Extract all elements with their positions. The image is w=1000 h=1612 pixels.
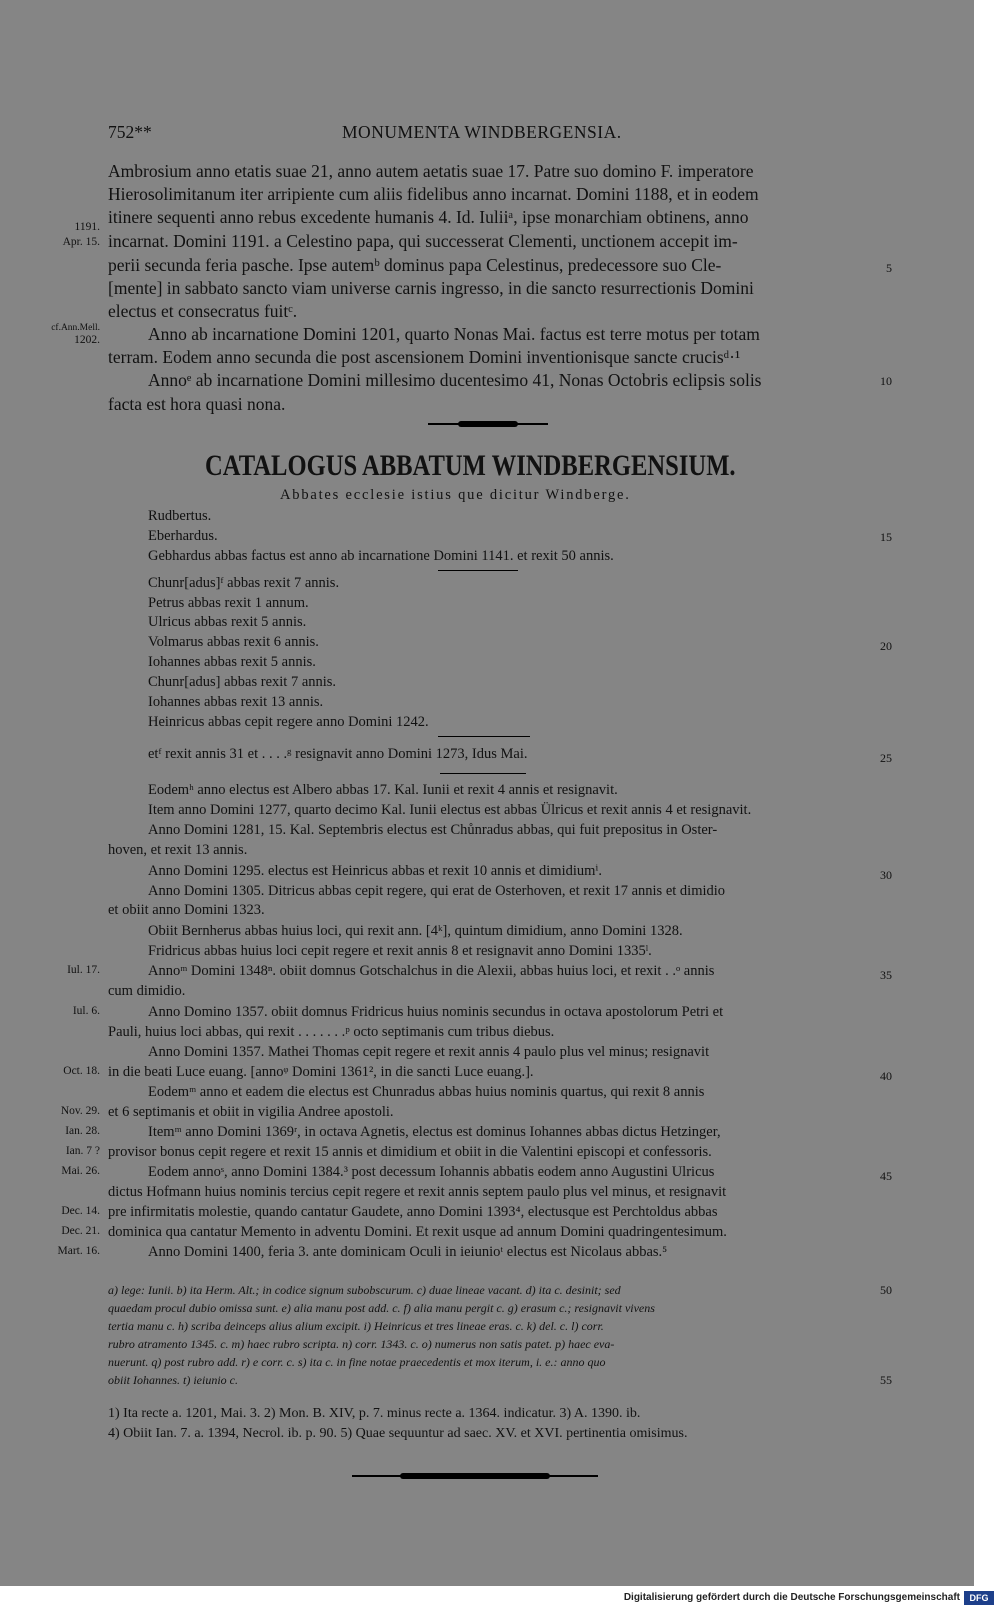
line-number: 35: [880, 968, 892, 982]
text-line: itinere sequenti anno rebus excedente humanis 4. Id. Iuliiᵃ, ipse monarchiam obtinens, anno: [108, 207, 749, 227]
footer-bar: [0, 1586, 1000, 1612]
note-line: quaedam procul dubio omissa sunt. e) alia manu post add. c. f) alia manu pergit c. g) erasum c.; resignavit vivens: [108, 1301, 655, 1315]
line-number: 40: [880, 1069, 892, 1083]
catalog-line: Eodemᵐ anno et eadem die electus est Chunradus abbas huius nominis quartus, qui rexit 8 annis: [148, 1084, 705, 1100]
text-line: [mente] in sabbato sancto viam universe carnis ingresso, in die sancto resurrectionis Domini: [108, 278, 754, 298]
margin-note: Apr. 15.: [62, 236, 100, 248]
catalog-line: Fridricus abbas huius loci cepit regere et rexit annis 8 et resignavit anno Domini 1335ˡ.: [148, 943, 652, 959]
note-line: obiit Iohannes. t) ieiunio c.: [108, 1373, 238, 1387]
catalog-line: Gebhardus abbas factus est anno ab incarnatione Domini 1141. et rexit 50 annis.: [148, 548, 614, 564]
ornament-rule-center: [458, 421, 518, 427]
line-number: 55: [880, 1373, 892, 1387]
catalog-line: dominica qua cantatur Memento in adventu Domini. Et rexit usque ad annum Domini quadringentesimum.: [108, 1224, 727, 1240]
catalog-line: Annoᵐ Domini 1348ⁿ. obiit domnus Gotschalchus in die Alexii, abbas huius loci, et rexit . .ᵒ annis: [148, 963, 715, 979]
text-line: perii secunda feria pasche. Ipse autemᵇ dominus papa Celestinus, predecessore suo Cle-: [108, 255, 722, 275]
margin-date: Nov. 29.: [60, 1105, 100, 1117]
catalog-line: Ulricus abbas rexit 5 annis.: [148, 614, 307, 630]
line-number: 50: [880, 1283, 892, 1297]
catalog-line: Anno Domini 1357. Mathei Thomas cepit regere et rexit annis 4 paulo plus vel minus; resignavit: [148, 1044, 710, 1060]
divider: [440, 773, 526, 774]
margin-date: Iul. 17.: [67, 964, 100, 976]
catalog-line: Item anno Domini 1277, quarto decimo Kal. Iunii electus est abbas Ülricus et rexit annis 4 et resignavit.: [148, 802, 752, 818]
catalog-line: pre infirmitatis molestie, quando cantatur Gaudete, anno Domini 1393⁴, electusque est Perchtoldus abbas: [108, 1204, 718, 1220]
catalog-line: Anno Domini 1281, 15. Kal. Septembris electus est Chůnradus abbas, qui fuit prepositus in Oster-: [148, 822, 718, 838]
catalog-line: in die beati Luce euang. [annoᵠ Domini 1361², in die sancti Luce euang.].: [108, 1064, 534, 1080]
catalog-line: et obiit anno Domini 1323.: [108, 902, 265, 918]
catalog-line: Anno Domini 1295. electus est Heinricus abbas et rexit 10 annis et dimidiumⁱ.: [148, 863, 602, 879]
line-number: 45: [880, 1169, 892, 1183]
margin-date: Ian. 28.: [65, 1125, 100, 1137]
margin-note: 1202.: [74, 334, 100, 346]
catalog-line: etᶠ rexit annis 31 et . . . .ᵍ resignavit anno Domini 1273, Idus Mai.: [148, 746, 528, 762]
catalog-line: Itemᵐ anno Domini 1369ʳ, in octava Agnetis, electus est dominus Iohannes abbas dictus Hetzinger,: [148, 1124, 721, 1140]
catalog-line: Heinricus abbas cepit regere anno Domini 1242.: [148, 714, 429, 730]
text-line: Hierosolimitanum iter arripiente cum aliis fidelibus anno incarnat. Domini 1188, et in eodem: [108, 184, 759, 204]
text-line: Annoᵉ ab incarnatione Domini millesimo ducentesimo 41, Nonas Octobris eclipsis solis: [148, 370, 762, 390]
note-line: rubro atramento 1345. c. m) haec rubro scripta. n) corr. 1343. c. o) numerus non satis patet. p) haec eva-: [108, 1337, 615, 1351]
margin-date: Mai. 26.: [61, 1165, 100, 1177]
catalog-line: et 6 septimanis et obiit in vigilia Andree apostoli.: [108, 1104, 394, 1120]
margin-date: Mart. 16.: [57, 1245, 100, 1257]
page-number: 752**: [108, 122, 152, 142]
catalog-line: Anno Domino 1357. obiit domnus Fridricus huius nominis secundus in octava apostolorum Petri et: [148, 1004, 724, 1020]
reference-line: 1) Ita recte a. 1201, Mai. 3. 2) Mon. B. XIV, p. 7. minus recte a. 1364. indicatur. 3) A. 1390. ib.: [108, 1406, 641, 1421]
running-title: MONUMENTA WINDBERGENSIA.: [342, 122, 622, 142]
text-line: Ambrosium anno etatis suae 21, anno autem aetatis suae 17. Patre suo domino F. imperatore: [108, 161, 754, 181]
margin-date: Dec. 14.: [61, 1205, 100, 1217]
margin-note: cf.Ann.Mell.: [51, 323, 100, 333]
note-line: tertia manu c. h) scriba deinceps alius alium excipit. i) Heinricus et tres lineae eras. c. k) del. c. l) corr.: [108, 1319, 604, 1333]
line-number: 30: [880, 868, 892, 882]
catalog-line: provisor bonus cepit regere et rexit 15 annis et dimidium et obiit in die Valentini episcopi et confessoris.: [108, 1144, 712, 1160]
catalog-subtitle: Abbates ecclesie istius que dicitur Windberge.: [280, 487, 631, 503]
margin-note: 1191.: [74, 221, 100, 233]
catalog-line: hoven, et rexit 13 annis.: [108, 842, 248, 858]
text-line: Anno ab incarnatione Domini 1201, quarto Nonas Mai. factus est terre motus per totam: [148, 324, 760, 344]
line-number: 20: [880, 639, 892, 653]
line-number: 10: [880, 374, 892, 388]
catalog-line: Rudbertus.: [148, 508, 212, 524]
reference-line: 4) Obiit Ian. 7. a. 1394, Necrol. ib. p. 90. 5) Quae sequuntur ad saec. XV. et XVI. pertinentia omisimus.: [108, 1426, 688, 1441]
catalog-line: Obiit Bernherus abbas huius loci, qui rexit ann. [4ᵏ], quintum dimidium, anno Domini 1328.: [148, 923, 683, 939]
text-line: facta est hora quasi nona.: [108, 394, 286, 414]
catalog-line: Volmarus abbas rexit 6 annis.: [148, 634, 319, 650]
text-line: incarnat. Domini 1191. a Celestino papa, qui successerat Clementi, unctionem accepit im-: [108, 231, 738, 251]
catalog-line: cum dimidio.: [108, 983, 186, 999]
margin-date: Iul. 6.: [72, 1005, 100, 1017]
divider: [438, 736, 530, 737]
catalog-line: Eberhardus.: [148, 528, 218, 544]
catalog-title: CATALOGUS ABBATUM WINDBERGENSIUM.: [205, 449, 736, 482]
catalog-line: Iohannes abbas rexit 13 annis.: [148, 694, 324, 710]
bottom-rule-center: [400, 1473, 550, 1479]
margin-date: Oct. 18.: [63, 1065, 100, 1077]
catalog-line: Eodem annoˢ, anno Domini 1384.³ post decessum Iohannis abbatis eodem anno Augustini Ulricus: [148, 1164, 715, 1180]
text-line: electus et consecratus fuitᶜ.: [108, 301, 298, 321]
line-number: 25: [880, 751, 892, 765]
catalog-line: Anno Domini 1305. Ditricus abbas cepit regere, qui erat de Osterhoven, et rexit 17 annis et dimidio: [148, 883, 726, 899]
line-number: 5: [886, 261, 892, 275]
footer-credit: Digitalisierung gefördert durch die Deutsche Forschungsgemeinschaft: [623, 1592, 960, 1603]
dfg-logo: DFG: [964, 1591, 994, 1605]
note-line: nuerunt. q) post rubro add. r) e corr. c. s) ita c. in fine notae praecedentis et mox iterum, i. e.: anno quo: [108, 1355, 606, 1369]
line-number: 15: [880, 530, 892, 544]
catalog-line: Anno Domini 1400, feria 3. ante dominicam Oculi in ieiunioᵗ electus est Nicolaus abbas.⁵: [148, 1244, 668, 1260]
text-line: terram. Eodem anno secunda die post ascensionem Domini inventionisque sancte crucisᵈ·¹: [108, 347, 741, 367]
catalog-line: Chunr[adus]ᶠ abbas rexit 7 annis.: [148, 575, 340, 591]
catalog-line: dictus Hofmann huius nominis tercius cepit regere et rexit annis septem paulo plus vel minus, et resignavit: [108, 1184, 727, 1200]
catalog-line: Eodemʰ anno electus est Albero abbas 17. Kal. Iunii et rexit 4 annis et resignavit.: [148, 782, 618, 798]
catalog-line: Pauli, huius loci abbas, qui rexit . . . . . . .ᵖ octo septimanis cum tribus diebus.: [108, 1024, 555, 1040]
margin-date: Ian. 7 ?: [65, 1145, 100, 1157]
note-line: a) lege: Iunii. b) ita Herm. Alt.; in codice signum subobscurum. c) duae lineae vacant. d) ita c. desinit; sed: [108, 1283, 621, 1297]
margin-date: Dec. 21.: [61, 1225, 100, 1237]
catalog-line: Chunr[adus] abbas rexit 7 annis.: [148, 674, 337, 690]
catalog-line: Iohannes abbas rexit 5 annis.: [148, 654, 316, 670]
catalog-line: Petrus abbas rexit 1 annum.: [148, 595, 309, 611]
divider: [438, 570, 518, 571]
